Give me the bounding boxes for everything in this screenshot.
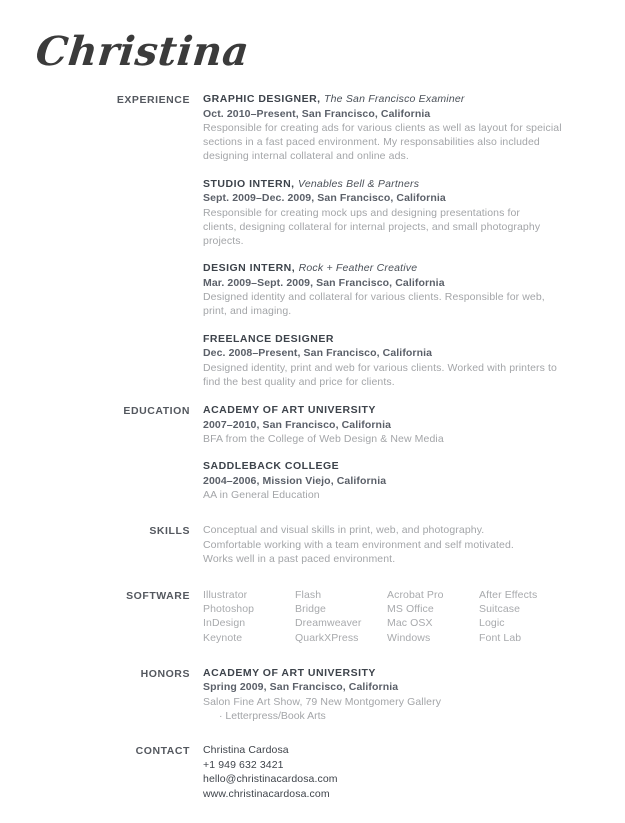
- software-item: QuarkXPress: [295, 631, 359, 644]
- school-degree: AA in General Education: [203, 489, 320, 502]
- software-item: Font Lab: [479, 631, 522, 644]
- software-item: After Effects: [479, 589, 538, 602]
- resume-sections: [0, 92, 625, 802]
- job-title: [203, 261, 625, 276]
- skills-body: [190, 523, 625, 566]
- software-column: [479, 588, 571, 645]
- skills-line: Comfortable working with a team environment and self motivated.: [203, 538, 514, 551]
- job-org: Venables Bell & Partners: [298, 177, 420, 190]
- software-item: Illustrator: [203, 589, 248, 602]
- section-contact: [0, 743, 625, 801]
- experience-entry: [203, 177, 625, 249]
- contact-website[interactable]: www.christinacardosa.com: [203, 788, 330, 801]
- contact-body: [190, 743, 625, 801]
- job-description: Designed identity, print and web for various clients. Worked with printers to find the best quality and price for clients.: [203, 361, 557, 388]
- contact-email[interactable]: hello@christinacardosa.com: [203, 773, 338, 786]
- job-org: Rock + Feather Creative: [298, 262, 418, 275]
- job-role: DESIGN INTERN,: [203, 262, 296, 275]
- honors-title: ACADEMY OF ART UNIVERSITY: [203, 666, 376, 679]
- job-meta: Mar. 2009–Sept. 2009, San Francisco, California: [203, 276, 445, 289]
- experience-entries: [190, 92, 625, 389]
- software-item: Flash: [295, 589, 322, 602]
- job-meta: Dec. 2008–Present, San Francisco, California: [203, 347, 433, 360]
- school-meta: 2004–2006, Mission Viejo, California: [203, 474, 387, 487]
- school-name: SADDLEBACK COLLEGE: [203, 460, 340, 473]
- experience-entry: [203, 332, 625, 389]
- software-item: Logic: [479, 617, 505, 630]
- job-title: [203, 177, 625, 192]
- skills-line: Works well in a past paced environment.: [203, 552, 396, 565]
- software-item: Windows: [387, 631, 431, 644]
- software-grid: [203, 588, 625, 645]
- job-meta: Oct. 2010–Present, San Francisco, California: [203, 107, 431, 120]
- software-body: [190, 588, 625, 645]
- job-role: FREELANCE DESIGNER: [203, 332, 334, 345]
- section-skills: [0, 523, 625, 566]
- section-label-honors: HONORS: [140, 667, 190, 680]
- job-role: GRAPHIC DESIGNER,: [203, 93, 321, 105]
- section-experience: [0, 92, 625, 389]
- experience-entry: [203, 261, 625, 318]
- education-entry: [203, 459, 625, 502]
- job-org: The San Francisco Examiner: [324, 93, 465, 105]
- software-item: Keynote: [203, 631, 243, 644]
- software-item: MS Office: [387, 603, 434, 616]
- job-title: [203, 92, 625, 107]
- education-entries: [190, 403, 625, 502]
- software-column: [295, 588, 387, 645]
- school-name: ACADEMY OF ART UNIVERSITY: [203, 404, 376, 417]
- logo-text: Christina: [33, 28, 252, 75]
- section-label-skills: SKILLS: [149, 525, 190, 538]
- software-item: Acrobat Pro: [387, 589, 444, 602]
- education-entry: [203, 403, 625, 446]
- software-item: Photoshop: [203, 603, 255, 616]
- job-description: Responsible for creating ads for various clients as well as layout for speicial sections in a fast paced environment. My responsabilities also included designing internal collateral and online ads.: [203, 122, 562, 163]
- job-title: [203, 332, 625, 347]
- honors-description: Salon Fine Art Show, 79 New Montgomery Gallery: [203, 695, 442, 708]
- section-label-education: EDUCATION: [123, 405, 190, 418]
- honors-body: [190, 666, 625, 723]
- honors-meta: Spring 2009, San Francisco, California: [203, 681, 399, 694]
- job-meta: Sept. 2009–Dec. 2009, San Francisco, California: [203, 192, 446, 205]
- software-item: InDesign: [203, 617, 246, 630]
- section-label-software: SOFTWARE: [126, 590, 190, 603]
- honors-sub-item: · Letterpress/Book Arts: [219, 710, 326, 723]
- job-description: Designed identity and collateral for various clients. Responsible for web, print, and imaging.: [203, 291, 545, 318]
- job-role: STUDIO INTERN,: [203, 177, 295, 190]
- software-item: Mac OSX: [387, 617, 433, 630]
- software-column: [387, 588, 479, 645]
- software-item: Bridge: [295, 603, 326, 616]
- section-label-experience: EXPERIENCE: [116, 94, 190, 106]
- software-column: [203, 588, 295, 645]
- contact-name: Christina Cardosa: [203, 744, 289, 757]
- contact-phone[interactable]: +1 949 632 3421: [203, 758, 284, 771]
- experience-entry: [203, 92, 625, 164]
- software-item: Dreamweaver: [295, 617, 362, 630]
- section-label-contact: CONTACT: [135, 745, 190, 758]
- school-meta: 2007–2010, San Francisco, California: [203, 418, 392, 431]
- software-item: Suitcase: [479, 603, 521, 616]
- name-logo: [33, 26, 252, 82]
- section-honors: [0, 666, 625, 723]
- section-education: [0, 403, 625, 502]
- job-description: Responsible for creating mock ups and designing presentations for clients, designing collateral for internal projects, and small photography projects.: [203, 206, 541, 248]
- skills-line: Conceptual and visual skills in print, web, and photography.: [203, 524, 485, 537]
- school-degree: BFA from the College of Web Design & New Media: [203, 433, 444, 446]
- section-software: [0, 588, 625, 645]
